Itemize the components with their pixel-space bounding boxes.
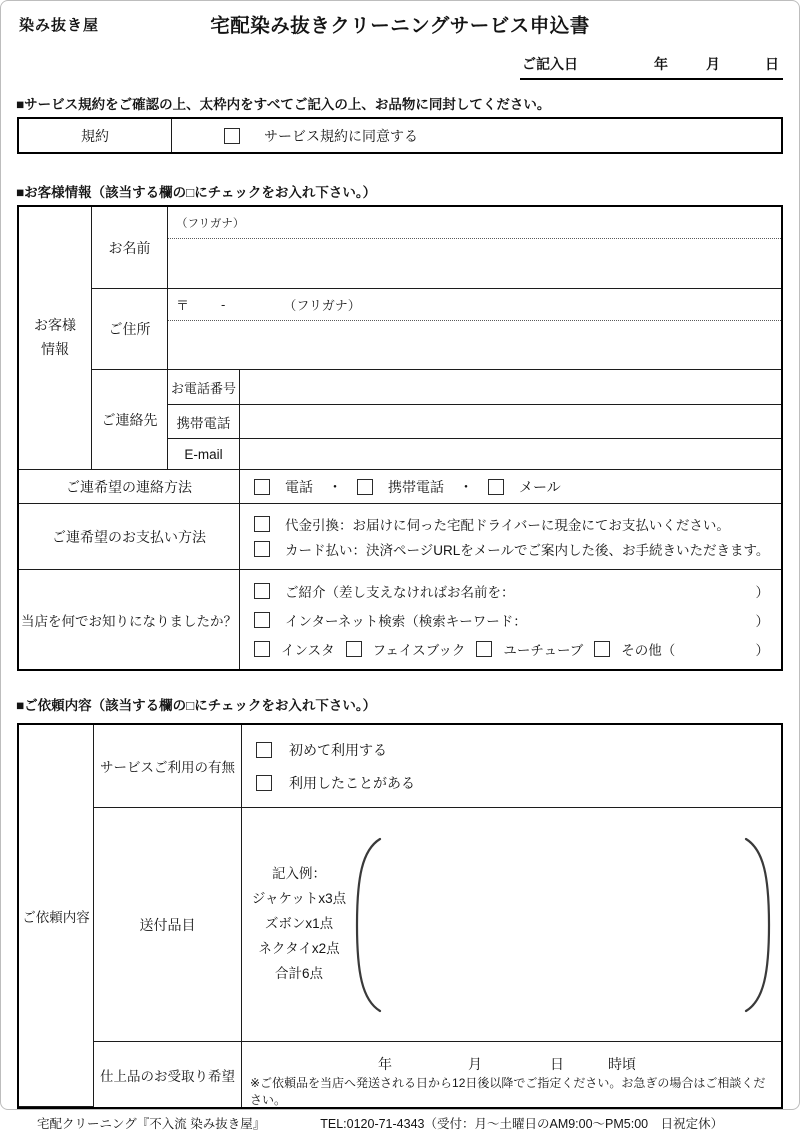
pickup-cell <box>242 1042 781 1107</box>
checkbox-referral-facebook[interactable] <box>346 641 362 657</box>
terms-row-label: 規約 <box>19 119 172 152</box>
pickup-label: 仕上品のお受取り希望 <box>94 1042 242 1107</box>
method-option-mobile: 携帯電話 <box>388 478 444 495</box>
referral-option-search <box>254 610 769 630</box>
payment-method-options <box>240 504 781 570</box>
terms-agree-label: サービス規約に同意する <box>264 127 418 144</box>
phone-input-area[interactable] <box>240 370 781 405</box>
checkbox-terms-agree[interactable] <box>224 128 240 144</box>
footer-tel: TEL:0120-71-4343（受付：月～土曜日のAM9:00～PM5:00 日祝定休） <box>320 1117 724 1131</box>
customer-group-label: お客様 情報 <box>19 207 92 470</box>
checkbox-referral-instagram[interactable] <box>254 641 270 657</box>
payment-method-label: ご連希望のお支払い方法 <box>19 504 240 570</box>
entry-date-row[interactable] <box>520 54 783 80</box>
request-group-label: ご依頼内容 <box>19 725 94 1107</box>
referral-option-sns <box>254 639 769 659</box>
form-footer <box>37 1114 783 1132</box>
checkbox-referral-other[interactable] <box>594 641 610 657</box>
checkbox-referral-intro[interactable] <box>254 583 270 599</box>
postal-mark: 〒 <box>176 298 190 313</box>
referral-intro-label: ご紹介（差し支えなければお名前を： <box>285 584 515 600</box>
checkbox-referral-youtube[interactable] <box>476 641 492 657</box>
email-label: E-mail <box>168 439 240 470</box>
pickup-unit-day: 日 <box>550 1056 564 1072</box>
address-label: ご住所 <box>92 289 168 370</box>
referral-youtube-label: ユーチューブ <box>503 642 584 658</box>
checkbox-usage-repeat[interactable] <box>256 775 272 791</box>
method-separator-2: ・ <box>459 478 473 495</box>
checkbox-method-mobile[interactable] <box>357 479 373 495</box>
referral-other-paren: ） <box>755 642 769 658</box>
pickup-unit-year: 年 <box>378 1056 392 1072</box>
method-option-email: メール <box>519 478 561 495</box>
customer-info-table <box>17 205 783 671</box>
referral-facebook-label: フェイスブック <box>372 642 466 658</box>
payment-card-label: カード払い：決済ページURLをメールでご案内した後、お手続きいただきます。 <box>285 543 770 559</box>
name-furigana-line <box>168 207 781 239</box>
referral-search-label: インターネット検索（検索キーワード： <box>285 613 527 629</box>
customer-section-heading: ■お客様情報（該当する欄の□にチェックをお入れ下さい。） <box>16 185 377 200</box>
unit-month: 月 <box>706 56 720 72</box>
contact-group-label: ご連絡先 <box>92 370 168 470</box>
referral-options <box>240 570 781 669</box>
name-furigana-label: （フリガナ） <box>176 217 245 230</box>
usage-repeat-label: 利用したことがある <box>289 774 415 791</box>
usage-options <box>242 725 781 808</box>
contact-method-options <box>240 470 781 504</box>
referral-other-label: その他（ <box>621 642 676 658</box>
entry-date-label: ご記入日 <box>522 56 578 72</box>
checkbox-referral-search[interactable] <box>254 612 270 628</box>
checkbox-usage-first[interactable] <box>256 742 272 758</box>
bracket-close-icon <box>742 836 774 1014</box>
page-title: 宅配染み抜きクリーニングサービス申込書 <box>210 15 590 37</box>
request-table <box>17 723 783 1109</box>
request-section-heading: ■ご依頼内容（該当する欄の□にチェックをお入れ下さい。） <box>16 698 377 713</box>
unit-year: 年 <box>654 56 668 72</box>
name-cell <box>168 207 781 289</box>
referral-intro-paren: ） <box>755 584 769 600</box>
address-furigana-label: （フリガナ） <box>283 298 361 313</box>
method-option-phone: 電話 <box>285 478 313 495</box>
payment-cod-label: 代金引換：お届けに伺った宅配ドライバーに現金にてお支払いください。 <box>285 517 730 533</box>
terms-table <box>17 117 783 154</box>
checkbox-payment-card[interactable] <box>254 541 270 557</box>
items-input-area[interactable] <box>384 808 742 1041</box>
payment-option-cod <box>254 514 773 534</box>
pickup-unit-month: 月 <box>468 1056 482 1072</box>
payment-option-card <box>254 539 773 559</box>
referral-search-paren: ） <box>755 613 769 629</box>
usage-first-label: 初めて利用する <box>289 741 387 758</box>
unit-day: 日 <box>765 56 779 72</box>
referral-option-intro <box>254 581 769 601</box>
name-label: お名前 <box>92 207 168 289</box>
items-label: 送付品目 <box>94 808 242 1042</box>
referral-label: 当店を何でお知りになりましたか？ <box>19 570 240 669</box>
mobile-label: 携帯電話 <box>168 405 240 439</box>
name-input-area[interactable] <box>168 239 781 288</box>
checkbox-method-email[interactable] <box>488 479 504 495</box>
checkbox-payment-cod[interactable] <box>254 516 270 532</box>
referral-instagram-label: インスタ <box>281 642 335 658</box>
email-input-area[interactable] <box>240 439 781 470</box>
address-cell <box>168 289 781 370</box>
bracket-open-icon <box>352 836 384 1014</box>
postal-dash: - <box>221 297 226 312</box>
pickup-unit-hour: 時頃 <box>608 1056 636 1072</box>
address-postal-line[interactable] <box>168 289 781 321</box>
items-cell <box>242 808 781 1042</box>
address-input-area[interactable] <box>168 321 781 369</box>
checkbox-method-phone[interactable] <box>254 479 270 495</box>
usage-option-first <box>256 740 773 760</box>
usage-label: サービスご利用の有無 <box>94 725 242 808</box>
usage-option-repeat <box>256 773 773 793</box>
mobile-input-area[interactable] <box>240 405 781 439</box>
shop-logo: 染み抜き屋 <box>19 17 100 34</box>
items-example: 記入例： ジャケットx3点 ズボンx1点 ネクタイx2点 合計6点 <box>251 866 347 981</box>
method-separator: ・ <box>328 478 342 495</box>
terms-section-heading: ■サービス規約をご確認の上、太枠内をすべてご記入の上、お品物に同封してください。 <box>16 97 551 112</box>
terms-agree-cell <box>172 119 781 152</box>
pickup-date-line[interactable] <box>248 1054 775 1074</box>
footer-shop-name: 宅配クリーニング『不入流 染み抜き屋』 <box>37 1117 266 1131</box>
pickup-note: ※ご依頼品を当店へ発送される日から12日後以降でご指定ください。お急ぎの場合はご相談ください。 <box>250 1076 766 1107</box>
phone-label: お電話番号 <box>168 370 240 405</box>
form-header <box>1 1 799 45</box>
contact-method-label: ご連希望の連絡方法 <box>19 470 240 504</box>
